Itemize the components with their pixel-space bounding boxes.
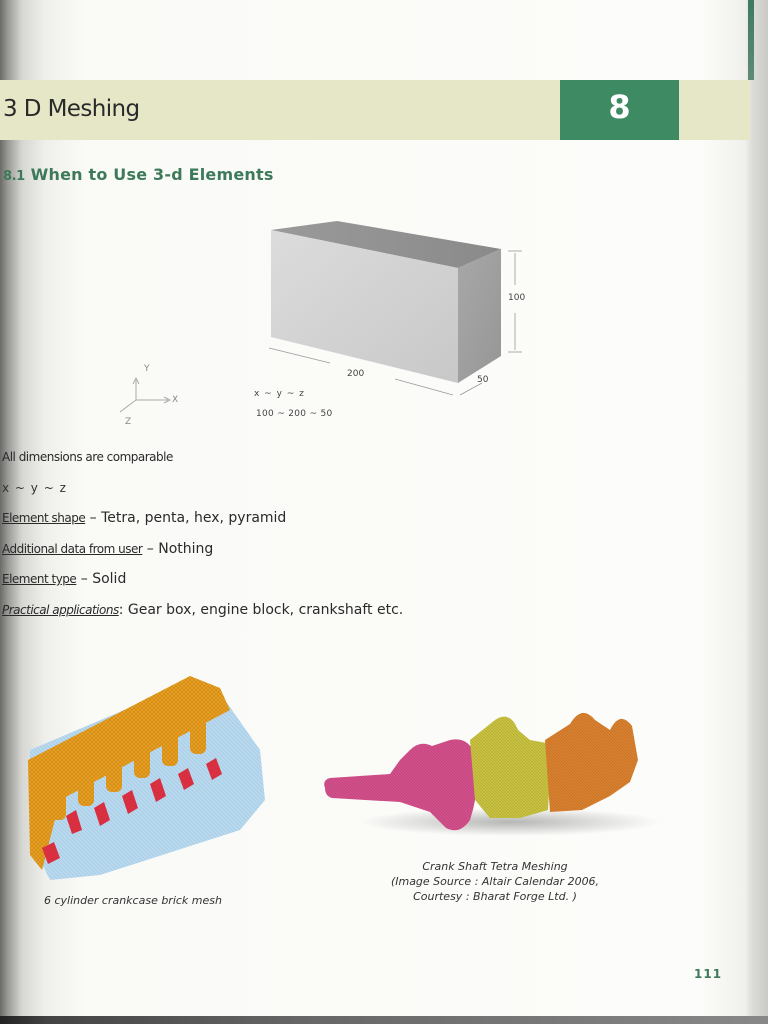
statement-text: All dimensions are comparable — [2, 450, 173, 464]
crankcase-mesh-image — [20, 670, 280, 895]
section-number: 8.1 — [3, 169, 25, 184]
chapter-title: 3 D Meshing — [3, 96, 140, 122]
crankshaft-caption-line-1: Crank Shaft Tetra Meshing — [422, 860, 568, 873]
crankcase-caption: 6 cylinder crankcase brick mesh — [43, 894, 222, 907]
axis-x-label: X — [172, 395, 179, 405]
element-shape-value: – Tetra, penta, hex, pyramid — [89, 510, 287, 526]
relation-text: x ~ y ~ z — [2, 481, 67, 495]
section-title: When to Use 3-d Elements — [30, 165, 274, 184]
comparable-statement — [2, 449, 173, 465]
element-type-label: Element type — [2, 572, 77, 586]
practical-applications-line — [2, 602, 403, 618]
element-type-value: – Solid — [80, 571, 127, 587]
crankshaft-caption — [370, 859, 620, 904]
page-edge-tab — [748, 0, 754, 80]
values-figure-label: 100 ~ 200 ~ 50 — [256, 409, 333, 419]
height-dimension: 100 — [508, 293, 526, 303]
practical-applications-label: Practical applications — [2, 603, 119, 617]
relation-figure-label: x ~ y ~ z — [254, 389, 305, 399]
element-shape-label: Element shape — [2, 511, 86, 525]
depth-dimension: 50 — [477, 375, 489, 385]
section-heading — [3, 165, 274, 184]
additional-data-line — [2, 541, 213, 557]
crankshaft-mesh-image — [320, 700, 660, 850]
crankshaft-caption-line-2: (Image Source : Altair Calendar 2006, — [390, 875, 600, 888]
block-side-face — [458, 249, 501, 383]
crankshaft-orange-section — [545, 713, 638, 812]
page-number: 111 — [694, 967, 723, 981]
crankshaft-yellow-section — [470, 717, 552, 818]
axis-y-label: Y — [144, 364, 150, 374]
element-shape-line — [2, 510, 286, 526]
chapter-number: 8 — [608, 88, 631, 126]
element-type-line — [2, 571, 126, 587]
length-dimension: 200 — [347, 369, 365, 379]
crankshaft-caption-line-3: Courtesy : Bharat Forge Ltd. ) — [413, 890, 577, 903]
practical-applications-value: : Gear box, engine block, crankshaft etc. — [118, 602, 404, 618]
additional-data-value: – Nothing — [146, 541, 214, 557]
additional-data-label: Additional data from user — [2, 542, 143, 556]
rectangular-block-figure — [250, 215, 540, 415]
axis-z-label: Z — [125, 417, 132, 427]
page-bottom-edge — [0, 1016, 768, 1024]
